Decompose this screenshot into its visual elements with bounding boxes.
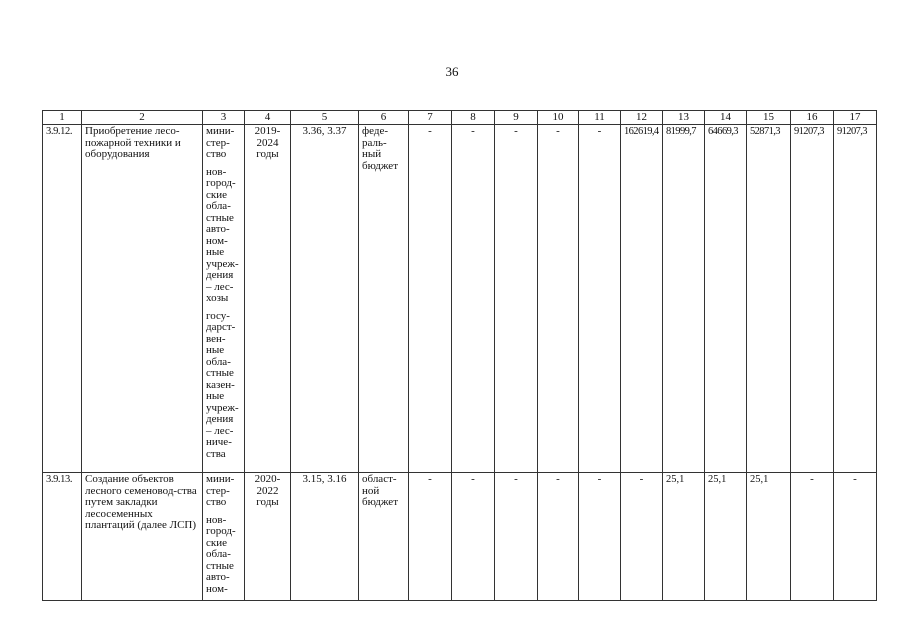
- value-cell-11: -: [579, 473, 621, 601]
- value-cell-12: -: [621, 473, 663, 601]
- value-cell-8: -: [452, 125, 495, 473]
- item-targets: 3.15, 3.16: [291, 473, 359, 601]
- value-cell-14: 25,1: [705, 473, 747, 601]
- header-cell-16: 16: [791, 111, 834, 125]
- header-cell-9: 9: [495, 111, 538, 125]
- item-executors: [203, 473, 245, 601]
- header-cell-8: 8: [452, 111, 495, 125]
- header-cell-14: 14: [705, 111, 747, 125]
- value-cell-7: -: [409, 473, 452, 601]
- value-cell-11: -: [579, 125, 621, 473]
- value-cell-9: -: [495, 125, 538, 473]
- header-cell-7: 7: [409, 111, 452, 125]
- header-cell-13: 13: [663, 111, 705, 125]
- value-cell-10: -: [538, 473, 579, 601]
- value-cell-8: -: [452, 473, 495, 601]
- value-cell-13: 25,1: [663, 473, 705, 601]
- item-term: 2020-2022 годы: [245, 473, 291, 601]
- item-name: Приобретение лесо-пожарной техники и оборудования: [82, 125, 203, 473]
- executor-entry: госу-дарст-вен-ные обла-стные казен-ные учреж-дения – лес-ниче-ства: [206, 309, 239, 460]
- header-cell-6: 6: [359, 111, 409, 125]
- item-name: Создание объектов лесного семеновод-ства путем закладки лесосеменных плантаций (далее ЛСП): [82, 473, 203, 601]
- header-cell-1: 1: [43, 111, 82, 125]
- item-source: област-ной бюджет: [359, 473, 409, 601]
- item-number: 3.9.12.: [43, 125, 82, 473]
- table-row: [43, 473, 877, 601]
- value-cell-15: 25,1: [747, 473, 791, 601]
- executor-entry: нов-город-ские обла-стные авто-ном-ные учреж-дения – лес-хозы: [206, 165, 239, 304]
- value-cell-17: 91207,3: [834, 125, 877, 473]
- header-cell-12: 12: [621, 111, 663, 125]
- header-cell-17: 17: [834, 111, 877, 125]
- value-cell-13: 81999,7: [663, 125, 705, 473]
- page-number: 36: [445, 64, 459, 79]
- executor-entry: мини-стер-ство: [206, 125, 235, 160]
- value-cell-16: 91207,3: [791, 125, 834, 473]
- executor-entry: нов-город-ские обла-стные авто-ном-: [206, 513, 236, 595]
- value-cell-10: -: [538, 125, 579, 473]
- header-cell-15: 15: [747, 111, 791, 125]
- executor-entry: мини-стер-ство: [206, 473, 235, 508]
- header-cell-3: 3: [203, 111, 245, 125]
- header-cell-10: 10: [538, 111, 579, 125]
- table-row: [43, 125, 877, 473]
- item-targets: 3.36, 3.37: [291, 125, 359, 473]
- item-number: 3.9.13.: [43, 473, 82, 601]
- value-cell-12: 162619,4: [621, 125, 663, 473]
- value-cell-9: -: [495, 473, 538, 601]
- table-header-row: [43, 111, 877, 125]
- header-cell-5: 5: [291, 111, 359, 125]
- item-source: феде-раль-ный бюджет: [359, 125, 409, 473]
- header-cell-4: 4: [245, 111, 291, 125]
- item-term: 2019-2024 годы: [245, 125, 291, 473]
- value-cell-17: -: [834, 473, 877, 601]
- value-cell-15: 52871,3: [747, 125, 791, 473]
- program-table: [42, 110, 877, 601]
- item-executors: [203, 125, 245, 473]
- value-cell-7: -: [409, 125, 452, 473]
- header-cell-2: 2: [82, 111, 203, 125]
- value-cell-16: -: [791, 473, 834, 601]
- value-cell-14: 64669,3: [705, 125, 747, 473]
- header-cell-11: 11: [579, 111, 621, 125]
